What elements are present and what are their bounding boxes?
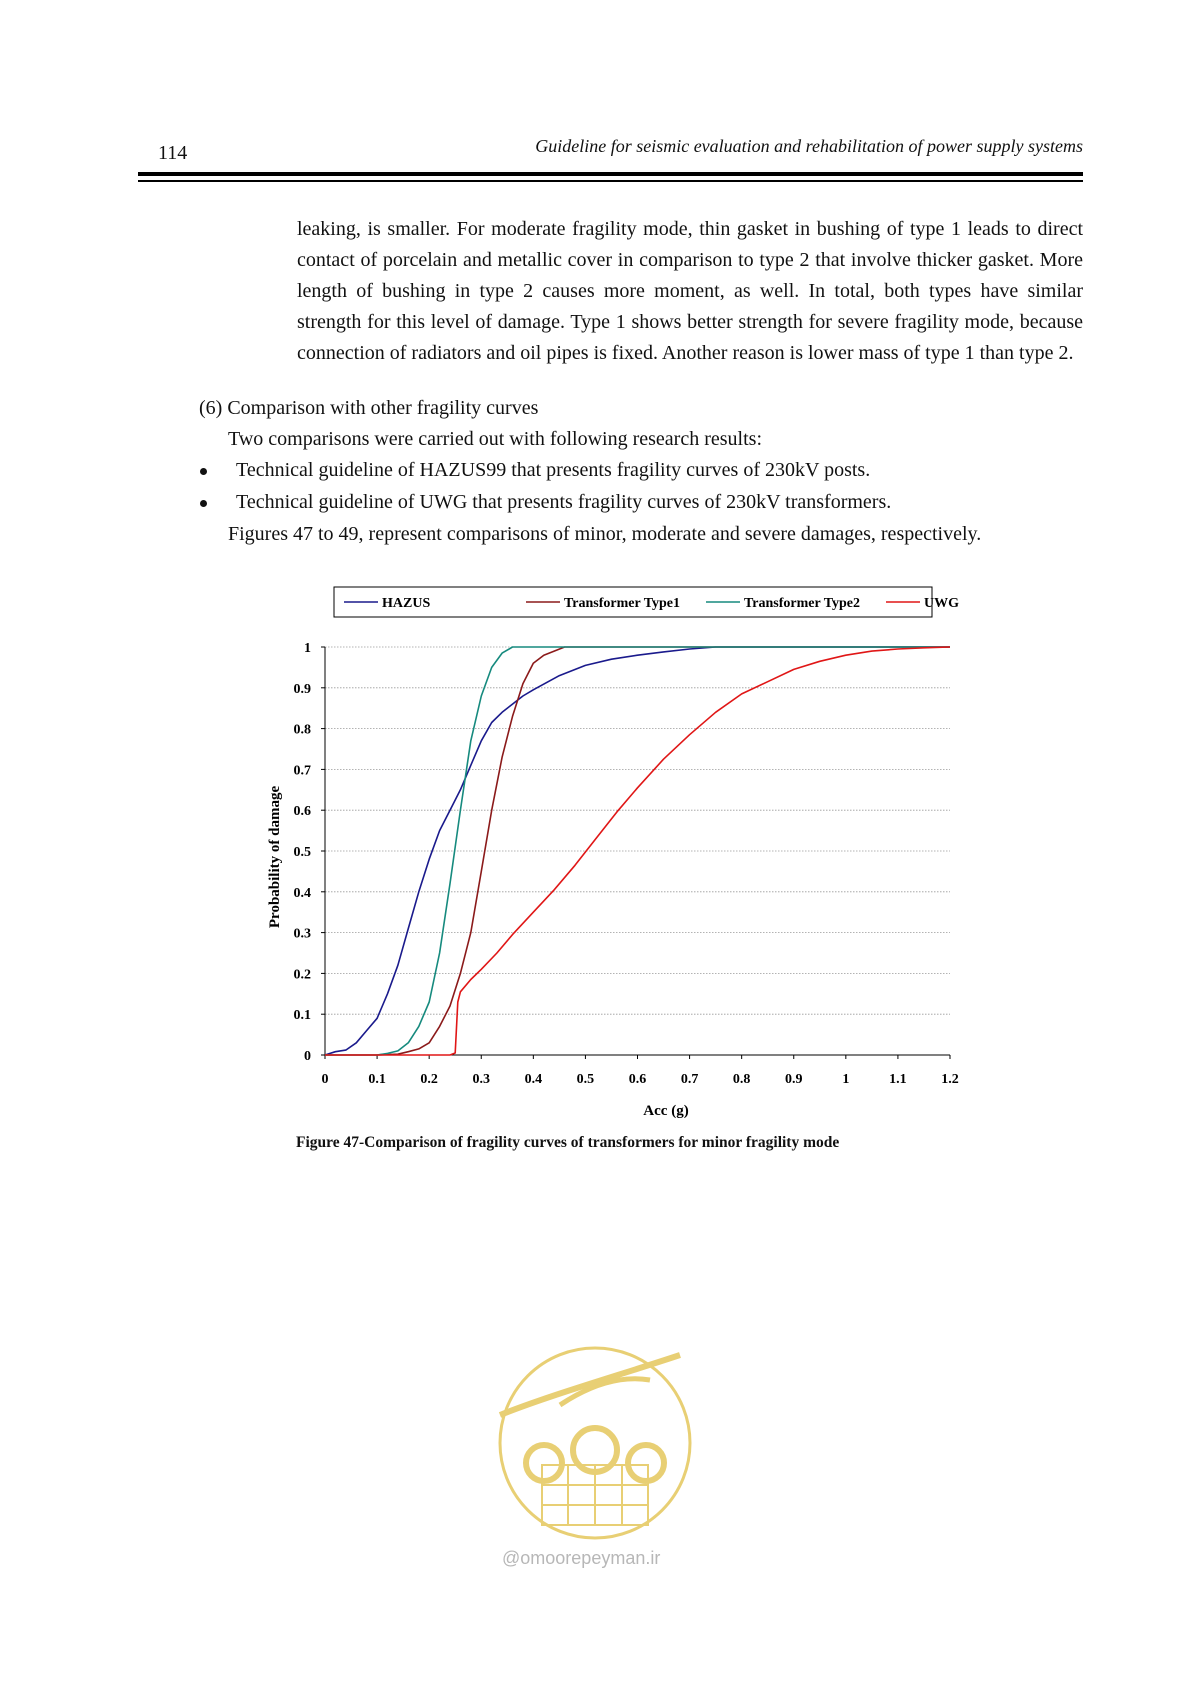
paragraph-1: leaking, is smaller. For moderate fragility mode, thin gasket in bushing of type 1 leads to direct contact of porcelain and metallic cover in comparison to type 2 that involve thicker gasket. More length of bushing in type 2 causes more moment, as well. In total, both types have similar strength for this level of damage. Type 1 shows better strength for severe fragility mode, because connection of radiators and oil pipes is fixed. Another reason is lower mass of type 1 than type 2.: [297, 218, 1083, 364]
x-axis-label: Acc (g): [643, 1103, 689, 1119]
legend-label: Transformer Type2: [744, 596, 861, 611]
x-tick-label: 0.7: [680, 1072, 699, 1087]
y-tick-label: 0.4: [293, 885, 311, 901]
legend-label: Transformer Type1: [564, 596, 681, 611]
figure-caption: Figure 47-Comparison of fragility curves of transformers for minor fragility mode: [296, 1134, 840, 1151]
y-tick-label: 0: [304, 1049, 311, 1064]
y-tick-label: 0.5: [293, 845, 311, 860]
chart-axes: [294, 641, 959, 1087]
x-tick-label: 0: [321, 1072, 329, 1087]
legend-label: HAZUS: [382, 596, 431, 611]
y-tick-label: 0.3: [293, 926, 311, 942]
intro-text: Two comparisons were carried out with following research results:: [228, 428, 762, 450]
header-rule-thin: [138, 180, 1083, 182]
bullet-item-hazus: Technical guideline of HAZUS99 that presents fragility curves of 230kV posts.: [236, 459, 871, 481]
y-tick-label: 1: [304, 641, 311, 656]
x-tick-label: 0.9: [785, 1072, 803, 1087]
x-tick-label: 0.3: [472, 1072, 490, 1087]
bullet-icon: [200, 500, 207, 507]
y-tick-label: 0.9: [293, 681, 311, 697]
y-tick-label: 0.8: [293, 722, 311, 738]
x-tick-label: 1.1: [889, 1072, 907, 1087]
running-title: Guideline for seismic evaluation and rehabilitation of power supply systems: [535, 136, 1083, 156]
watermark-logo-icon: [480, 1335, 710, 1540]
y-tick-label: 0.1: [293, 1008, 311, 1024]
fragility-chart: [250, 585, 970, 1125]
x-tick-label: 0.5: [576, 1072, 595, 1087]
y-tick-label: 0.6: [293, 804, 311, 820]
chart-legend: [334, 587, 959, 617]
y-tick-label: 0.2: [293, 967, 311, 983]
x-tick-label: 0.2: [420, 1072, 438, 1087]
section-heading: (6) Comparison with other fragility curves: [199, 397, 539, 419]
header-rule-thick: [138, 172, 1083, 176]
x-tick-label: 0.6: [628, 1072, 647, 1087]
x-tick-label: 1.2: [941, 1072, 959, 1087]
y-tick-label: 0.7: [293, 763, 311, 779]
watermark-site: @omoorepeyman.ir: [502, 1548, 661, 1568]
x-tick-label: 0.4: [524, 1072, 543, 1087]
legend-label: UWG: [924, 596, 959, 611]
closing-text: Figures 47 to 49, represent comparisons of minor, moderate and severe damages, respectively.: [228, 523, 982, 545]
bullet-icon: [200, 468, 207, 475]
x-tick-label: 0.8: [732, 1072, 751, 1087]
bullet-item-uwg: Technical guideline of UWG that presents fragility curves of 230kV transformers.: [236, 491, 892, 513]
x-tick-label: 1: [842, 1072, 850, 1087]
x-tick-label: 0.1: [368, 1072, 386, 1087]
page-number: 114: [158, 142, 188, 164]
chart-grid: [325, 647, 950, 1014]
y-axis-label: Probability of damage: [267, 785, 283, 929]
